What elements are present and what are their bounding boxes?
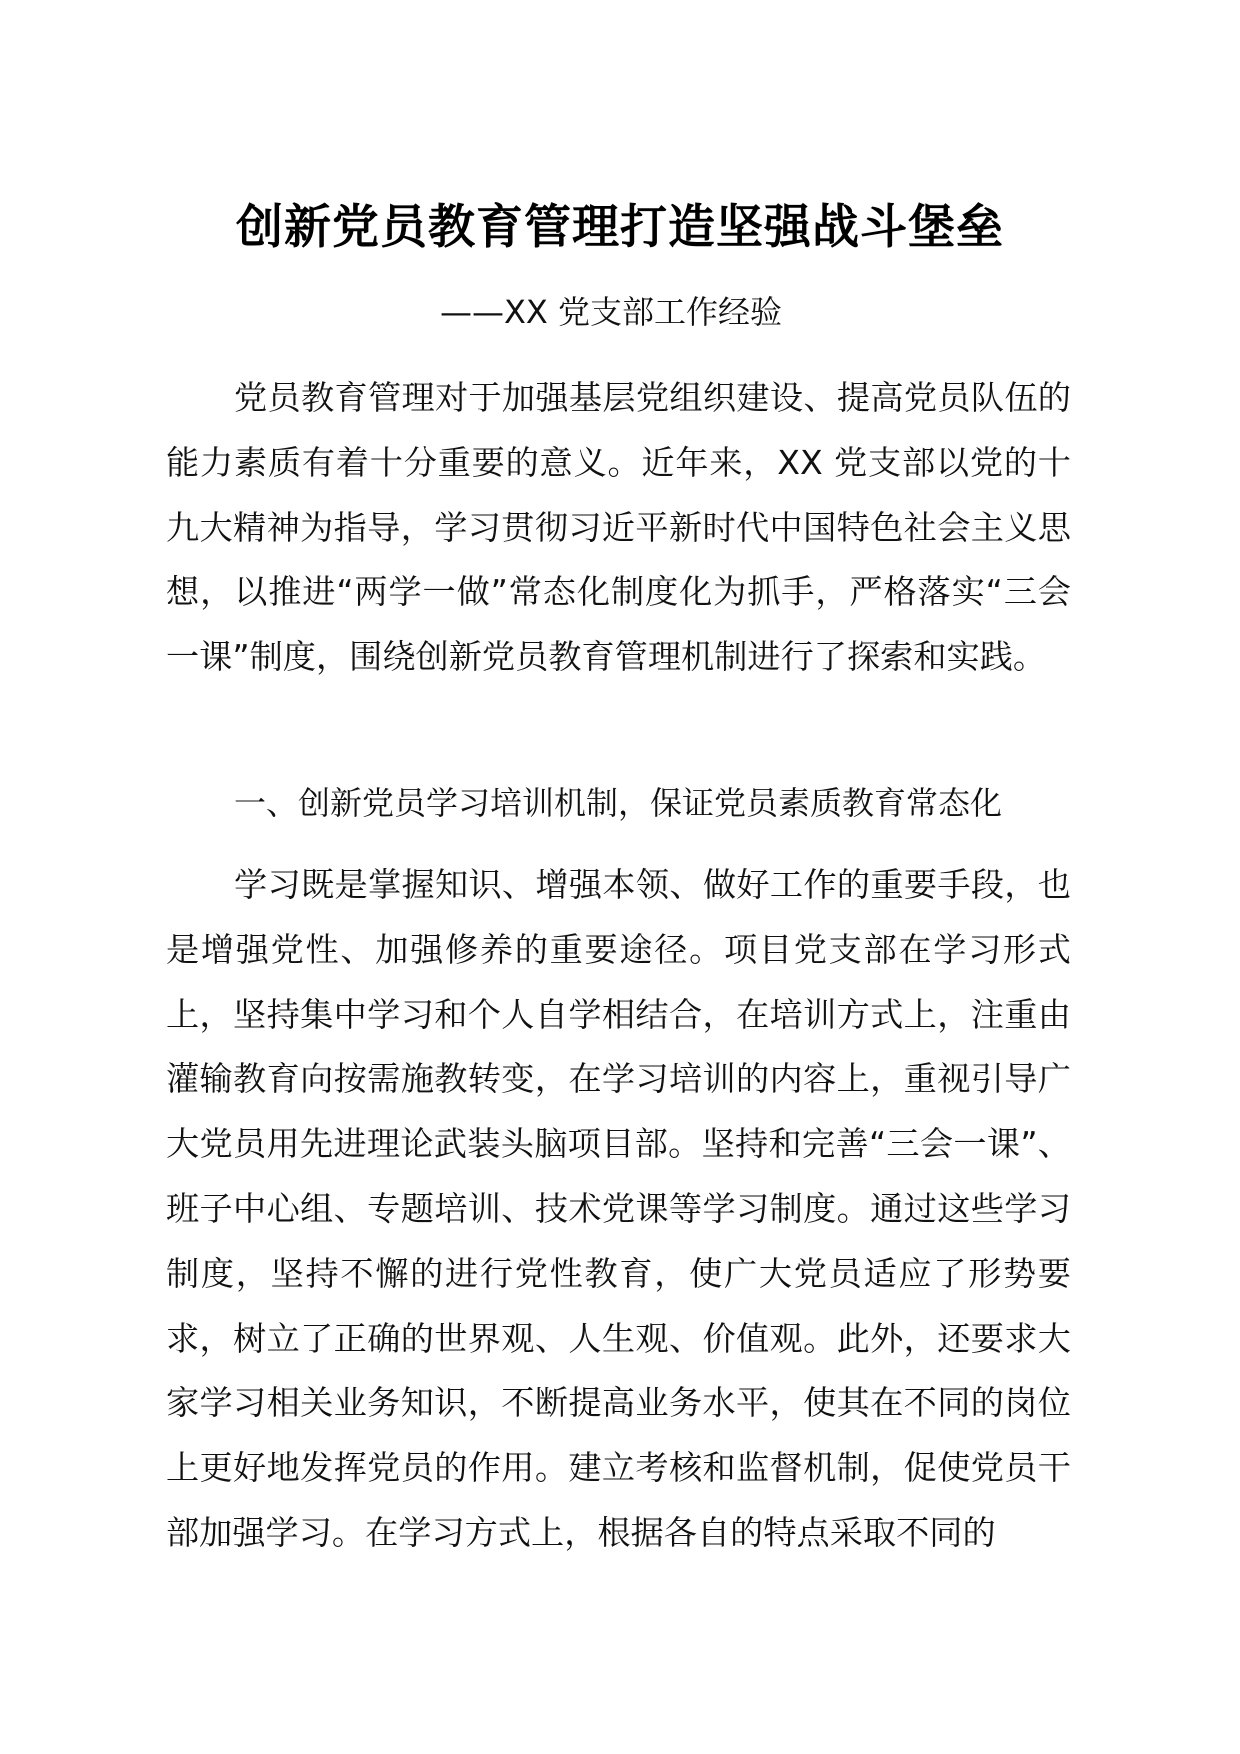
section-heading: 一、创新党员学习培训机制，保证党员素质教育常态化	[234, 784, 1003, 822]
document-title: 创新党员教育管理打造坚强战斗堡垒	[236, 200, 1004, 255]
body-paragraph: 学习既是掌握知识、增强本领、做好工作的重要手段，也是增强党性、加强修养的重要途径。项目党支部在学习形式上，坚持集中学习和个人自学相结合，在培训方式上，注重由灌输教育向按需施教转变，在学习培训的内容上，重视引导广大党员用先进理论武装头脑项目部。坚持和完善“三会一课”、班子中心组、专题培训、技术党课等学习制度。通过这些学习制度，坚持不懈的进行党性教育，使广大党员适应了形势要求，树立了正确的世界观、人生观、价值观。此外，还要求大家学习相关业务知识，不断提高业务水平，使其在不同的岗位上更好地发挥党员的作用。建立考核和监督机制，促使党员干部加强学习。在学习方式上，根据各自的特点采取不同的	[166, 865, 1071, 1552]
intro-paragraph: 党员教育管理对于加强基层党组织建设、提高党员队伍的能力素质有着十分重要的意义。近年来，XX 党支部以党的十九大精神为指导，学习贯彻习近平新时代中国特色社会主义思想，以推进“两学一做”常态化制度化为抓手，严格落实“三会一课”制度，围绕创新党员教育管理机制进行了探索和实践。	[166, 378, 1071, 677]
document-subtitle: ——XX 党支部工作经验	[440, 293, 783, 331]
